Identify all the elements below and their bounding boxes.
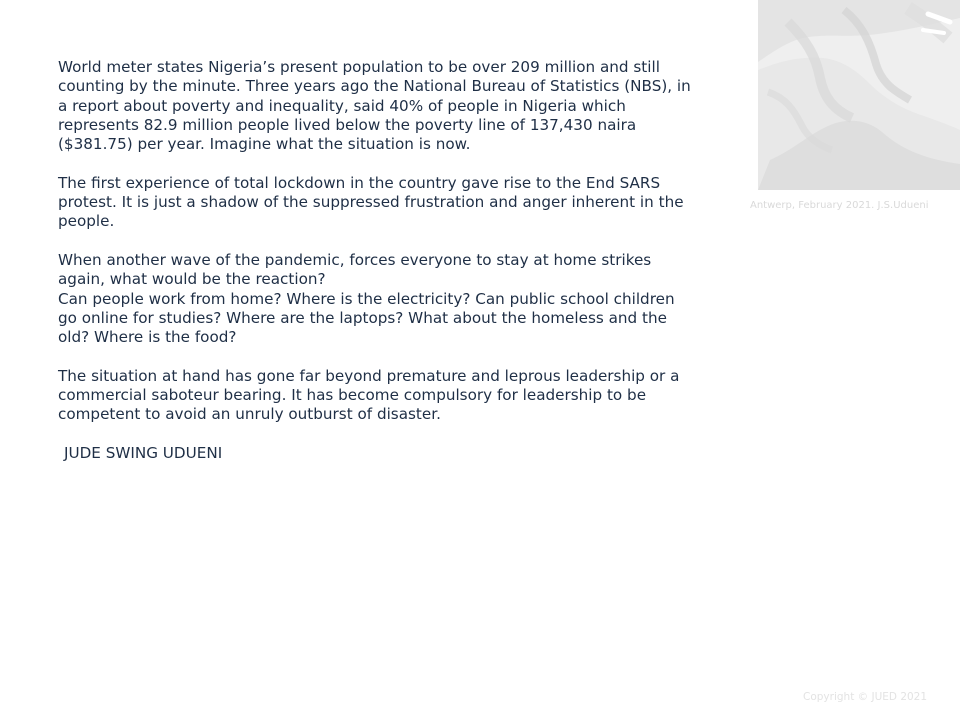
faded-photo xyxy=(758,0,960,190)
copyright-notice: Copyright © JUED 2021 xyxy=(803,691,928,703)
article-paragraph-2: The first experience of total lockdown in the country gave rise to the End SARS protest. It is just a shadow of the suppressed frustration and anger inherent in the people. xyxy=(58,173,684,231)
article-body xyxy=(58,58,748,463)
photo-caption: Antwerp, February 2021. J.S.Udueni xyxy=(750,200,929,211)
article-paragraph-4: The situation at hand has gone far beyond premature and leprous leadership or a commercial saboteur bearing. It has become compulsory for leadership to be competent to avoid an unruly outburst of disaster. xyxy=(58,366,680,424)
faded-photo-graphic xyxy=(758,0,960,190)
article-paragraph-1: World meter states Nigeria’s present population to be over 209 million and still counting by the minute. Three years ago the National Bureau of Statistics (NBS), in a report about poverty and inequality, said 40% of people in Nigeria which represents 82.9 million people lived below the poverty line of 137,430 naira ($381.75) per year. Imagine what the situation is now. xyxy=(58,58,691,154)
author-signature: JUDE SWING UDUENI xyxy=(64,443,223,462)
article-paragraph-3: When another wave of the pandemic, forces everyone to stay at home strikes again, what would be the reaction? Can people work from home? Where is the electricity? Can public school children go online for studies? Where are the laptops? What about the homeless and the old? Where is the food? xyxy=(58,250,675,347)
